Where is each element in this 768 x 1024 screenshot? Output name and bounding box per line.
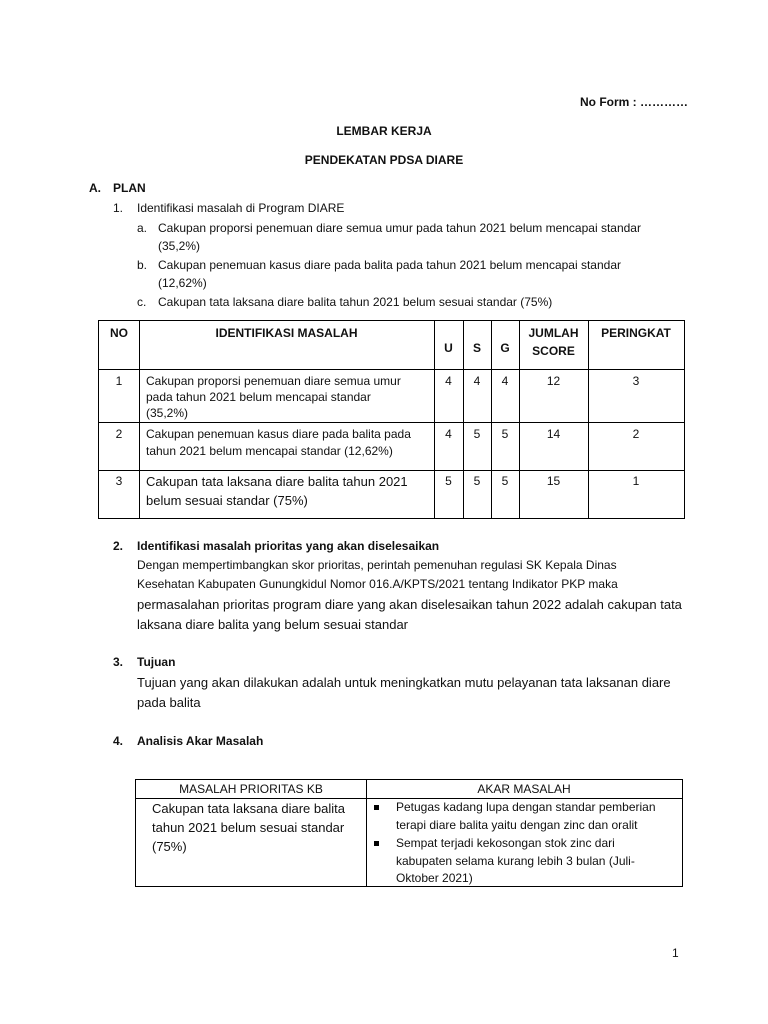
root2-line1: Sempat terjadi kekosongan stok zinc dari bbox=[396, 836, 615, 850]
row3-rank: 1 bbox=[632, 474, 640, 488]
row2-score: 14 bbox=[546, 427, 561, 441]
item2-number: 2. bbox=[113, 539, 124, 553]
sub-c-line1: Cakupan tata laksana diare balita tahun 2021 belum sesuai standar (75%) bbox=[158, 295, 553, 309]
sub-a-line1: Cakupan proporsi penemuan diare semua umur pada tahun 2021 belum mencapai standar bbox=[158, 221, 641, 235]
row1-issue-line2: pada tahun 2021 belum mencapai standar bbox=[146, 390, 371, 404]
document-title: LEMBAR KERJA bbox=[336, 124, 432, 138]
sub-a-letter: a. bbox=[137, 221, 148, 235]
header-rank: PERINGKAT bbox=[601, 326, 671, 340]
page-number: 1 bbox=[672, 946, 679, 960]
row3-score: 15 bbox=[546, 474, 561, 488]
row3-no: 3 bbox=[115, 474, 123, 488]
row1-no: 1 bbox=[115, 374, 123, 388]
root1-line1: Petugas kadang lupa dengan standar pemberian bbox=[396, 800, 656, 814]
header-priority-problem: MASALAH PRIORITAS KB bbox=[179, 782, 323, 796]
item2-para-line2: Kesehatan Kabupaten Gunungkidul Nomor 016.A/KPTS/2021 tentang Indikator PKP maka bbox=[137, 577, 618, 591]
problem-line1: Cakupan tata laksana diare balita bbox=[152, 801, 345, 816]
header-score-line2: SCORE bbox=[532, 344, 575, 358]
root-cause-table bbox=[135, 779, 683, 887]
priority-scoring-table bbox=[98, 320, 685, 519]
item1-number: 1. bbox=[113, 201, 124, 215]
row2-g: 5 bbox=[501, 427, 509, 441]
item3-para-line2: pada balita bbox=[137, 695, 201, 710]
row2-u: 4 bbox=[445, 427, 452, 441]
form-number: No Form : ………… bbox=[580, 95, 688, 109]
row3-g: 5 bbox=[501, 474, 509, 488]
row2-no: 2 bbox=[115, 427, 123, 441]
root2-line3: Oktober 2021) bbox=[396, 871, 473, 885]
root1-line2: terapi diare balita yaitu dengan zinc dan oralit bbox=[396, 818, 638, 832]
section-a-label: A. bbox=[89, 181, 101, 195]
row1-issue-line3: (35,2%) bbox=[146, 406, 189, 420]
row3-issue-line2: belum sesuai standar (75%) bbox=[146, 493, 308, 508]
sub-a-line2: (35,2%) bbox=[158, 239, 201, 253]
document-subtitle: PENDEKATAN PDSA DIARE bbox=[304, 153, 464, 167]
item3-title: Tujuan bbox=[137, 655, 176, 669]
sub-b-letter: b. bbox=[137, 258, 148, 272]
header-issue: IDENTIFIKASI MASALAH bbox=[215, 326, 358, 340]
item3-para-line1: Tujuan yang akan dilakukan adalah untuk meningkatkan mutu pelayanan tata laksanan diare bbox=[137, 675, 671, 690]
item2-para-line1: Dengan mempertimbangkan skor prioritas, perintah pemenuhan regulasi SK Kepala Dinas bbox=[137, 558, 617, 572]
header-s: S bbox=[472, 341, 481, 355]
row2-issue-line1: Cakupan penemuan kasus diare pada balita pada bbox=[146, 427, 411, 441]
problem-line2: tahun 2021 belum sesuai standar bbox=[152, 820, 345, 835]
row1-u: 4 bbox=[445, 374, 452, 388]
row1-rank: 3 bbox=[632, 374, 640, 388]
item2-title: Identifikasi masalah prioritas yang akan diselesaikan bbox=[137, 539, 440, 553]
item4-title: Analisis Akar Masalah bbox=[137, 734, 264, 748]
header-no: NO bbox=[110, 326, 128, 340]
row1-issue-line1: Cakupan proporsi penemuan diare semua umur bbox=[146, 374, 401, 388]
row3-s: 5 bbox=[473, 474, 481, 488]
row3-issue-line1: Cakupan tata laksana diare balita tahun 2021 bbox=[146, 474, 408, 489]
problem-line3: (75%) bbox=[152, 839, 187, 854]
header-g: G bbox=[500, 341, 510, 355]
item4-number: 4. bbox=[113, 734, 124, 748]
root2-line2: kabupaten selama kurang lebih 3 bulan (Juli- bbox=[396, 854, 635, 868]
bullet-icon bbox=[374, 841, 379, 846]
item3-number: 3. bbox=[113, 655, 124, 669]
bullet-icon bbox=[374, 805, 379, 810]
row1-s: 4 bbox=[473, 374, 481, 388]
row2-issue-line2: tahun 2021 belum mencapai standar (12,62%) bbox=[146, 444, 393, 458]
row3-u: 5 bbox=[445, 474, 452, 488]
header-score-line1: JUMLAH bbox=[528, 326, 579, 340]
sub-b-line1: Cakupan penemuan kasus diare pada balita pada tahun 2021 belum mencapai standar bbox=[158, 258, 621, 272]
item1-title: Identifikasi masalah di Program DIARE bbox=[137, 201, 345, 215]
header-u: U bbox=[444, 341, 453, 355]
row1-g: 4 bbox=[501, 374, 509, 388]
section-a-title: PLAN bbox=[113, 181, 146, 195]
row2-s: 5 bbox=[473, 427, 481, 441]
header-root-cause: AKAR MASALAH bbox=[477, 782, 571, 796]
sub-b-line2: (12,62%) bbox=[158, 276, 207, 290]
sub-c-letter: c. bbox=[137, 295, 147, 309]
row1-score: 12 bbox=[546, 374, 561, 388]
item2-para-line3: permasalahan prioritas program diare yang akan diselesaikan tahun 2022 adalah cakupan tata bbox=[137, 597, 682, 612]
row2-rank: 2 bbox=[632, 427, 640, 441]
item2-para-line4: laksana diare balita yang belum sesuai standar bbox=[137, 617, 409, 632]
